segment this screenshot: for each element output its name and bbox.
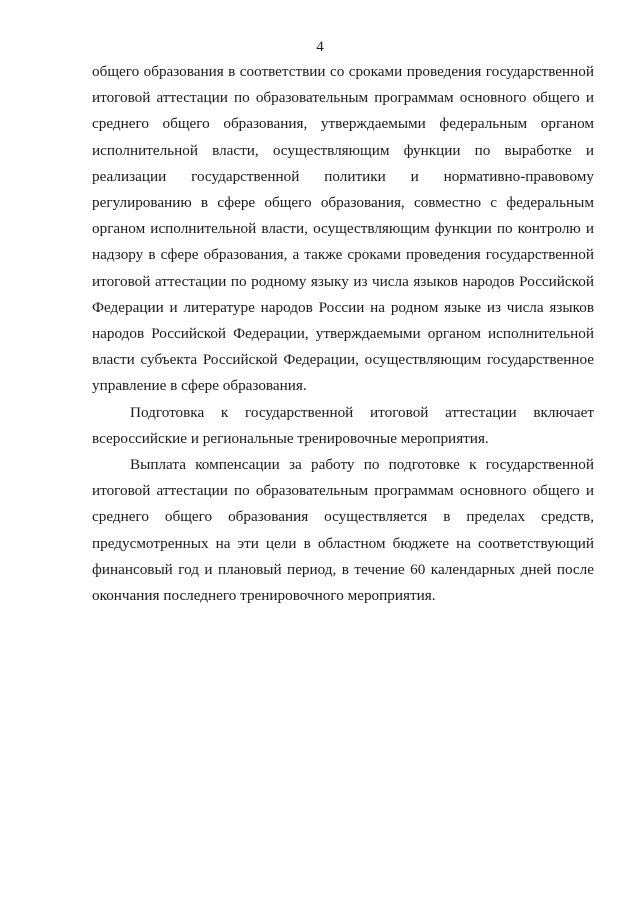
paragraph-preparation: Подготовка к государственной итоговой аттестации включает всероссийские и региональные тренировочные мероприятия. (92, 403, 594, 447)
paragraph-continuation: общего образования в соответствии со сроками проведения государственной итоговой аттестации по образовательным программам основного общего и среднего общего образования, утверждаемыми федеральным органом исполнительной власти, осуществляющим функции по выработке и реализации государственной политики и нормативно-правовому регулированию в сфере общего образования, совместно с федеральным органом исполнительной власти, осуществляющим функции по контролю и надзору в сфере образования, а также сроками проведения государственной итоговой аттестации по родному языку из числа языков народов Российской Федерации и литературе народов России на родном языке из числа языков народов Российской Федерации, утверждаемыми органом исполнительной власти субъекта Российской Федерации, осуществляющим государственное управление в сфере образования. (92, 63, 594, 395)
document-body (92, 59, 594, 609)
page-number: 4 (316, 39, 324, 55)
paragraph-compensation: Выплата компенсации за работу по подготовке к государственной итоговой аттестации по образовательным программам основного общего и среднего общего образования осуществляется в пределах средств, предусмотренных на эти цели в областном бюджете на соответствующий финансовый год и плановый период, в течение 60 календарных дней после окончания последнего тренировочного мероприятия. (92, 456, 594, 605)
